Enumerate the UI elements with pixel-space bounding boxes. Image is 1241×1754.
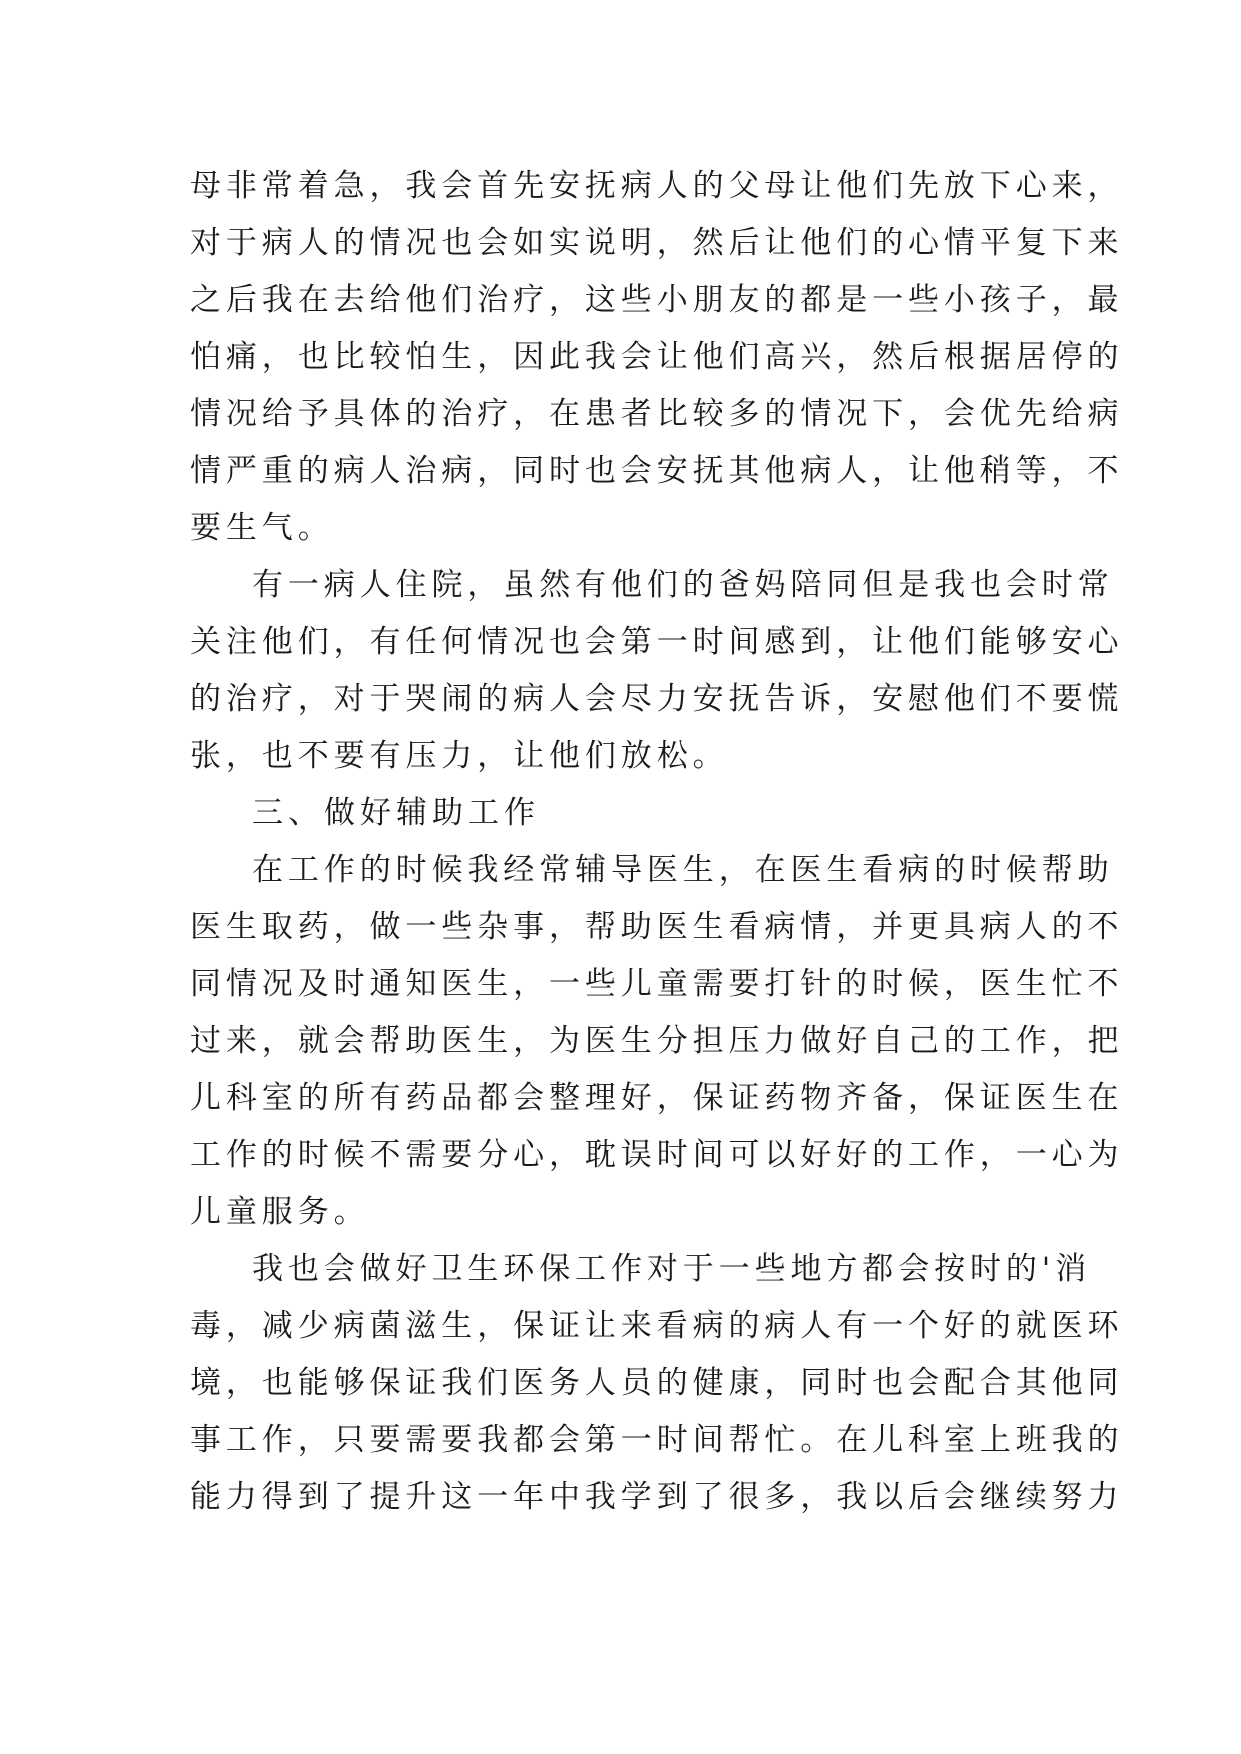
text-line: 境，也能够保证我们医务人员的健康，同时也会配合其他同 <box>190 1365 1124 1401</box>
text-line: 工作的时候不需要分心，耽误时间可以好好的工作，一心为 <box>190 1137 1124 1173</box>
paragraph-first-line: 我也会做好卫生环保工作对于一些地方都会按时的'消 <box>252 1251 1092 1287</box>
text-line: 过来，就会帮助医生，为医生分担压力做好自己的工作，把 <box>190 1023 1124 1059</box>
text-line: 毒，减少病菌滋生，保证让来看病的病人有一个好的就医环 <box>190 1308 1124 1344</box>
paragraph-first-line: 在工作的时候我经常辅导医生，在医生看病的时候帮助 <box>252 852 1114 888</box>
section-heading: 三、做好辅助工作 <box>252 795 540 831</box>
text-line: 事工作，只要需要我都会第一时间帮忙。在儿科室上班我的 <box>190 1422 1124 1458</box>
text-line: 情严重的病人治病，同时也会安抚其他病人，让他稍等，不 <box>190 453 1124 489</box>
text-line: 要生气。 <box>190 510 334 546</box>
text-line: 同情况及时通知医生，一些儿童需要打针的时候，医生忙不 <box>190 966 1124 1002</box>
text-line: 情况给予具体的治疗，在患者比较多的情况下，会优先给病 <box>190 396 1124 432</box>
text-line: 母非常着急，我会首先安抚病人的父母让他们先放下心来， <box>190 168 1124 204</box>
text-line: 儿科室的所有药品都会整理好，保证药物齐备，保证医生在 <box>190 1080 1124 1116</box>
paragraph-first-line: 有一病人住院，虽然有他们的爸妈陪同但是我也会时常 <box>252 567 1114 603</box>
text-line: 对于病人的情况也会如实说明，然后让他们的心情平复下来 <box>190 225 1124 261</box>
document-body <box>190 158 1124 1526</box>
text-line: 儿童服务。 <box>190 1194 370 1230</box>
text-line: 医生取药，做一些杂事，帮助医生看病情，并更具病人的不 <box>190 909 1124 945</box>
text-line: 张，也不要有压力，让他们放松。 <box>190 738 729 774</box>
text-line: 之后我在去给他们治疗，这些小朋友的都是一些小孩子，最 <box>190 282 1124 318</box>
text-line: 能力得到了提升这一年中我学到了很多，我以后会继续努力 <box>190 1479 1124 1515</box>
text-line: 怕痛，也比较怕生，因此我会让他们高兴，然后根据居停的 <box>190 339 1124 375</box>
text-line: 的治疗，对于哭闹的病人会尽力安抚告诉，安慰他们不要慌 <box>190 681 1124 717</box>
text-line: 关注他们，有任何情况也会第一时间感到，让他们能够安心 <box>190 624 1124 660</box>
